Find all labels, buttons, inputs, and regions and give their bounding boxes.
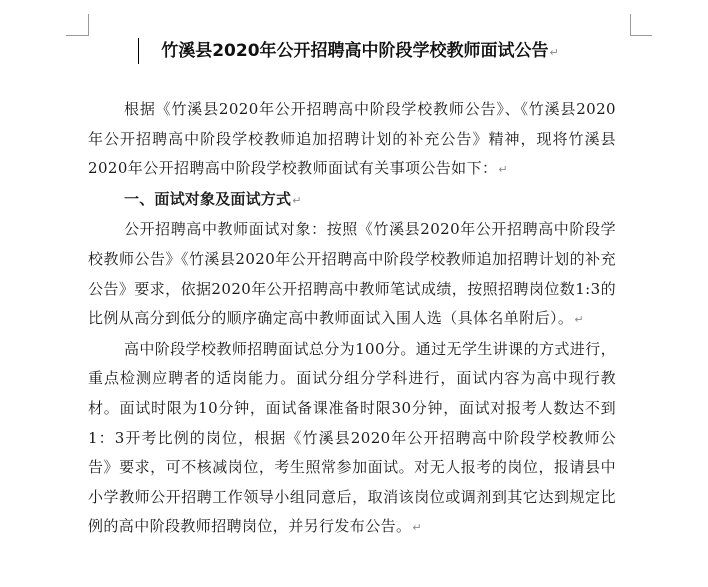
document-body[interactable] bbox=[88, 95, 616, 543]
crop-mark-top-left bbox=[88, 14, 89, 36]
paragraph-interview-method[interactable]: 高中阶段学校教师招聘面试总分为100分。通过无学生讲课的方式进行，重点检测应聘者的适岗能力。面试分组分学科进行，面试内容为高中现行教材。面试时限为10分钟，面试备课准备时限30分钟，面试对报考人数达不到1：3开考比例的岗位，根据《竹溪县2020年公开招聘高中阶段学校教师公告》要求，可不核减岗位，考生照常参加面试。对无人报考的岗位，报请县中小学教师公开招聘工作领导小组同意后，取消该岗位或调剂到其它达到规定比例的高中阶段教师招聘岗位，并另行发布公告。↵ bbox=[88, 339, 616, 536]
crop-mark-top-left bbox=[66, 35, 88, 36]
paragraph-mark: ↵ bbox=[412, 521, 422, 535]
document-title[interactable] bbox=[86, 40, 634, 64]
paragraph-mark: ↵ bbox=[574, 313, 584, 327]
paragraph-intro[interactable]: 根据《竹溪县2020年公开招聘高中阶段学校教师公告》、《竹溪县2020年公开招聘高中阶段学校教师追加招聘计划的补充公告》精神，现将竹溪县2020年公开招聘高中阶段学校教师面试有关事项公告如下：↵ bbox=[88, 100, 616, 178]
paragraph-mark: ↵ bbox=[498, 163, 508, 177]
paragraph-mark: ↵ bbox=[292, 193, 302, 207]
paragraph-interview-targets[interactable]: 公开招聘高中教师面试对象：按照《竹溪县2020年公开招聘高中阶段学校教师公告》《竹溪县2020年公开招聘高中阶段学校教师追加招聘计划的补充公告》要求，依据2020年公开招聘高中教师笔试成绩，按照招聘岗位数1:3的比例从高分到低分的顺序确定高中教师面试入围人选（具体名单附后）。↵ bbox=[88, 220, 616, 328]
section-heading[interactable]: 一、面试对象及面试方式↵ bbox=[124, 189, 302, 208]
title-text: 竹溪县2020年公开招聘高中阶段学校教师面试公告 bbox=[161, 41, 549, 61]
crop-mark-top-right bbox=[630, 14, 631, 36]
crop-mark-top-right bbox=[630, 35, 652, 36]
paragraph-mark: ↵ bbox=[549, 46, 559, 59]
